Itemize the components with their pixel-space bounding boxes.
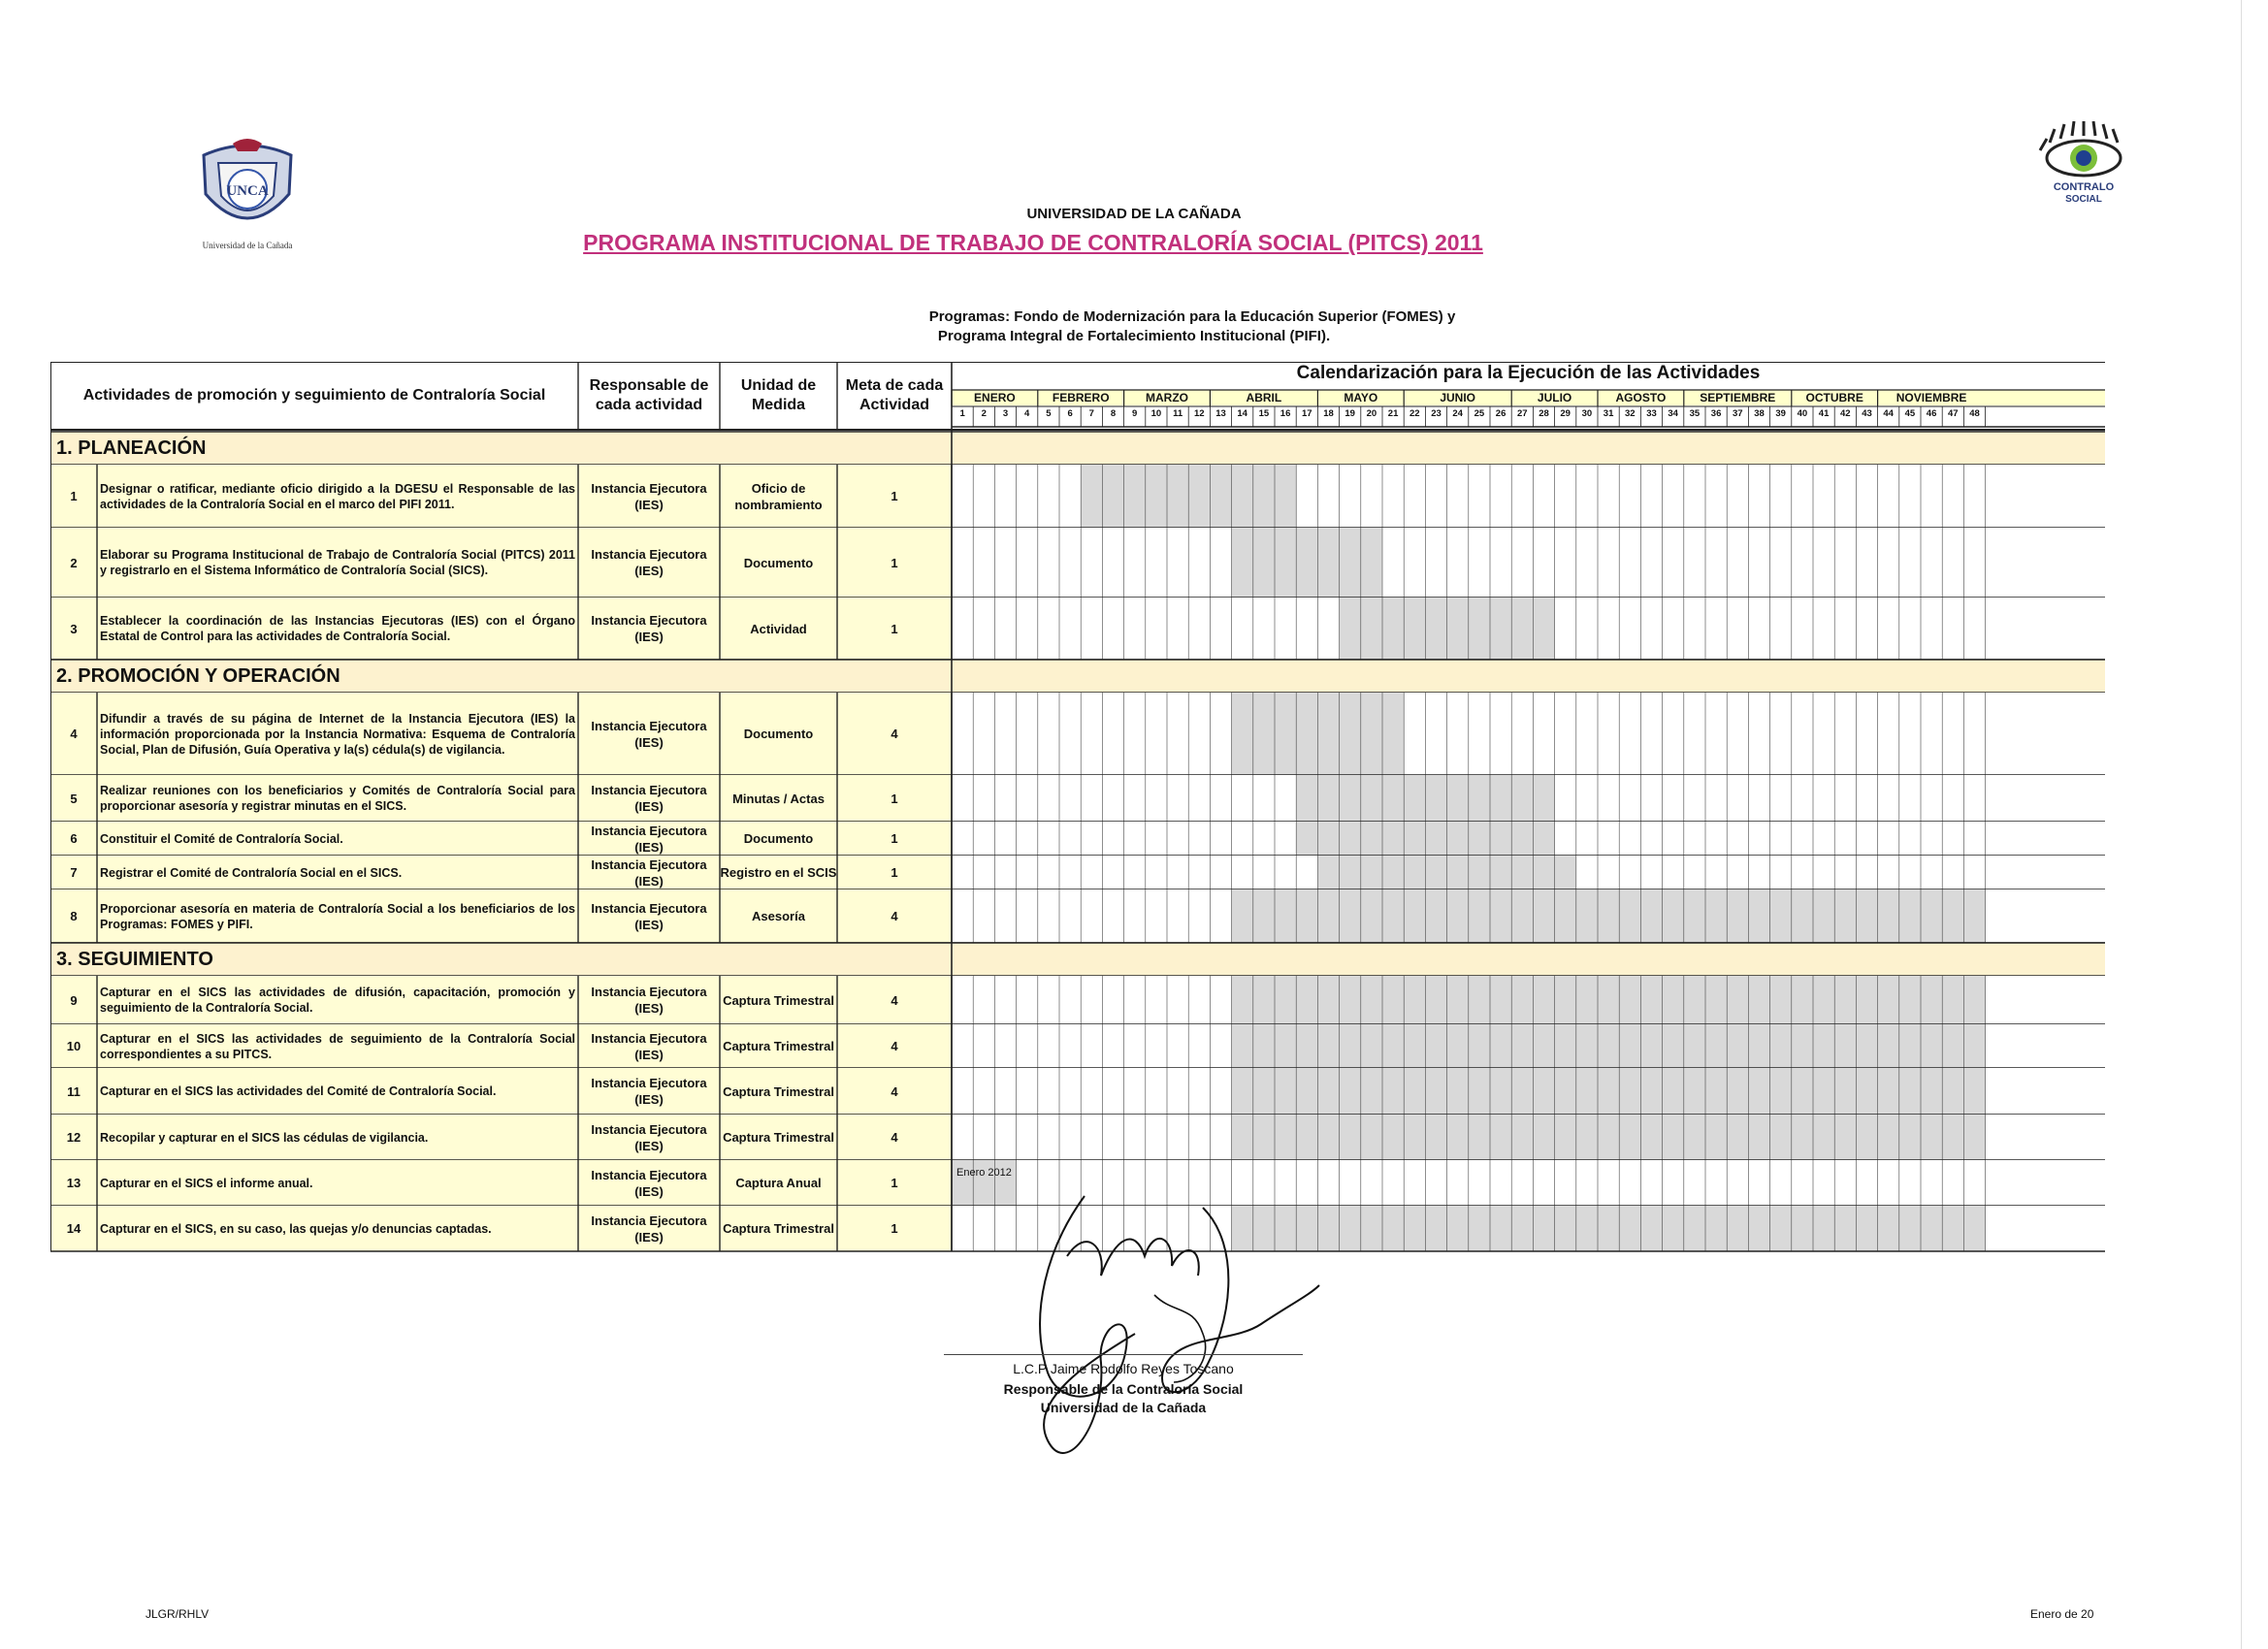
unit-cell: Captura Trimestral <box>723 1130 834 1145</box>
week-number: 48 <box>1969 408 1980 419</box>
week-number: 45 <box>1904 408 1916 419</box>
unit-cell: Captura Trimestral <box>723 1039 834 1053</box>
grid-rect <box>1232 1068 1986 1115</box>
row-number: 6 <box>70 831 78 846</box>
goal-cell: 1 <box>891 1221 898 1236</box>
row-number: 7 <box>70 865 78 880</box>
month-label: FEBRERO <box>1052 391 1110 404</box>
signature-line <box>944 1354 1303 1355</box>
grid-rect <box>1232 1024 1986 1068</box>
week-number: 19 <box>1345 408 1355 419</box>
signer-role: Responsable de la Contraloría Social <box>1003 1381 1244 1397</box>
responsible-cell: Instancia Ejecutora (IES) <box>591 1030 707 1062</box>
week-number: 22 <box>1409 408 1420 419</box>
unit-cell: Captura Trimestral <box>723 1083 834 1099</box>
grid-rect <box>1232 1206 1986 1251</box>
week-number: 41 <box>1818 408 1830 419</box>
footer-date: Enero de 20 <box>2030 1607 2094 1621</box>
unit-cell: Documento <box>743 555 814 570</box>
week-number: 20 <box>1366 408 1377 419</box>
row-number: 4 <box>70 727 78 741</box>
row-number: 3 <box>70 621 78 636</box>
row-number: 12 <box>66 1130 81 1145</box>
activity-description: Realizar reuniones con los beneficiarios y Comités de Contraloría Social para proporcionar asesoría y registrar minutas en el SICS. <box>100 784 575 813</box>
calendar-title: Calendarización para la Ejecución de las Actividades <box>1296 363 1761 383</box>
goal-cell: 4 <box>891 1083 898 1099</box>
week-number: 42 <box>1839 408 1851 419</box>
signer-organization: Universidad de la Cañada <box>1040 1400 1207 1415</box>
goal-cell: 1 <box>891 621 898 636</box>
handwritten-signature <box>1009 1188 1329 1518</box>
responsible-cell: Instancia Ejecutora (IES) <box>591 783 707 814</box>
week-number: 30 <box>1581 408 1593 419</box>
contraloria-social-logo <box>2035 121 2132 204</box>
responsible-cell: Instancia Ejecutora (IES) <box>591 1121 707 1153</box>
month-label: JULIO <box>1537 391 1572 404</box>
row-number: 5 <box>70 791 78 806</box>
week-number: 7 <box>1088 408 1094 419</box>
activity-description: Establecer la coordinación de las Instancias Ejecutoras (IES) con el Órgano Estatal de Control para las actividades de Contraloría Social. <box>100 614 575 643</box>
grid-rect <box>1232 1115 1986 1160</box>
week-number: 33 <box>1646 408 1657 419</box>
responsible-cell: Instancia Ejecutora (IES) <box>591 480 707 512</box>
week-number: 16 <box>1280 408 1291 419</box>
week-number: 15 <box>1258 408 1270 419</box>
week-number: 47 <box>1947 408 1959 419</box>
week-number: 24 <box>1452 408 1463 419</box>
week-number: 29 <box>1560 408 1571 419</box>
month-label: JUNIO <box>1440 391 1476 404</box>
week-number: 25 <box>1474 408 1485 419</box>
row-number: 8 <box>70 909 78 923</box>
week-number: 1 <box>959 408 965 419</box>
week-number: 6 <box>1067 408 1073 419</box>
column-header-unit: Unidad de Medida <box>740 377 817 413</box>
responsible-cell: Instancia Ejecutora (IES) <box>591 718 707 750</box>
week-number: 27 <box>1516 408 1528 419</box>
goal-cell: 1 <box>891 555 898 570</box>
row-number: 2 <box>70 555 78 570</box>
column-header-goal: Meta de cada Actividad <box>845 377 944 413</box>
goal-cell: 1 <box>891 1176 898 1190</box>
week-number: 11 <box>1173 408 1183 419</box>
svg-text:UNCA: UNCA <box>226 183 269 199</box>
goal-cell: 1 <box>891 831 898 846</box>
month-label: SEPTIEMBRE <box>1700 391 1776 404</box>
row-number: 14 <box>66 1221 81 1236</box>
unit-cell: Captura Trimestral <box>723 1221 834 1236</box>
responsible-cell: Instancia Ejecutora (IES) <box>591 857 707 889</box>
week-number: 43 <box>1862 408 1872 419</box>
week-number: 10 <box>1150 408 1162 419</box>
footer-initials: JLGR/RHLV <box>146 1607 210 1621</box>
section-title: 3. SEGUIMIENTO <box>56 949 213 970</box>
activity-description: Recopilar y capturar en el SICS las cédulas de vigilancia. <box>100 1130 429 1145</box>
month-label: AGOSTO <box>1615 391 1667 404</box>
activity-description: Capturar en el SICS el informe anual. <box>100 1176 313 1190</box>
responsible-cell: Instancia Ejecutora (IES) <box>591 613 707 644</box>
week-number: 39 <box>1775 408 1786 419</box>
grid-rect <box>1232 889 1986 943</box>
activity-description: Designar o ratificar, mediante oficio dirigido a la DGESU el Responsable de las actividades de la Contraloría Social en el marco del PIFI 2011. <box>100 481 575 511</box>
goal-cell: 4 <box>891 909 898 923</box>
week-number: 18 <box>1323 408 1334 419</box>
responsible-cell: Instancia Ejecutora (IES) <box>591 1212 707 1245</box>
week-number: 8 <box>1110 408 1117 419</box>
grid-rect <box>1232 528 1382 598</box>
svg-text:SOCIAL: SOCIAL <box>2065 194 2102 204</box>
column-header-responsible: Responsable de cada actividad <box>589 377 709 413</box>
unit-cell: Actividad <box>750 621 807 636</box>
week-number: 14 <box>1237 408 1247 419</box>
responsible-cell: Instancia Ejecutora (IES) <box>591 547 707 578</box>
week-number: 31 <box>1603 408 1614 419</box>
goal-cell: 4 <box>891 1130 898 1145</box>
month-label: NOVIEMBRE <box>1895 391 1967 404</box>
week-number: 36 <box>1710 408 1722 419</box>
column-header-activities: Actividades de promoción y seguimiento de Contraloría Social <box>82 387 546 404</box>
goal-cell: 1 <box>891 865 898 880</box>
week-number: 38 <box>1754 408 1765 419</box>
week-number: 12 <box>1193 408 1205 419</box>
row-number: 11 <box>67 1083 81 1099</box>
section-title: 2. PROMOCIÓN Y OPERACIÓN <box>56 665 340 687</box>
week-number: 28 <box>1539 408 1549 419</box>
week-number: 46 <box>1926 408 1937 419</box>
week-number: 9 <box>1132 408 1138 419</box>
row-number: 1 <box>70 489 78 503</box>
month-label: OCTUBRE <box>1805 391 1863 404</box>
page-edge <box>2241 0 2242 1649</box>
month-label: MARZO <box>1145 391 1188 404</box>
unit-cell: Registro en el SCIS <box>720 865 837 880</box>
week-number: 5 <box>1046 408 1052 419</box>
week-number: 40 <box>1797 408 1808 419</box>
goal-cell: 4 <box>891 992 898 1008</box>
activity-description: Constituir el Comité de Contraloría Social. <box>100 831 343 846</box>
svg-text:Universidad de la Cañada: Universidad de la Cañada <box>202 241 293 250</box>
activity-description: Proporcionar asesoría en materia de Contraloría Social a los beneficiarios de los Programas: FOMES y PIFI. <box>100 901 575 931</box>
activity-description: Capturar en el SICS las actividades de difusión, capacitación, promoción y seguimiento de la Contraloría Social. <box>100 986 575 1015</box>
week-number: 34 <box>1668 408 1678 419</box>
svg-text:CONTRALO: CONTRALO <box>2053 181 2115 193</box>
week-number: 17 <box>1301 408 1312 419</box>
month-label: ABRIL <box>1246 391 1282 404</box>
grid-rect <box>1232 976 1986 1024</box>
section-title: 1. PLANEACIÓN <box>56 437 207 459</box>
unit-cell: Asesoría <box>752 909 805 923</box>
signer-name: L.C.P Jaime Rodolfo Reyes Toscano <box>1013 1361 1234 1376</box>
week-number: 37 <box>1732 408 1743 419</box>
week-number: 3 <box>1002 408 1009 419</box>
responsible-cell: Instancia Ejecutora (IES) <box>591 900 707 932</box>
week-number: 26 <box>1495 408 1507 419</box>
activity-description: Elaborar su Programa Institucional de Trabajo de Contraloría Social (PITCS) 2011 y registrarlo en el Sistema Informático de Contraloría Social (SICS). <box>100 548 575 577</box>
responsible-cell: Instancia Ejecutora (IES) <box>591 985 707 1016</box>
page-title: PROGRAMA INSTITUCIONAL DE TRABAJO DE CONTRALORÍA SOCIAL (PITCS) 2011 <box>583 230 1483 255</box>
week-number: 32 <box>1624 408 1636 419</box>
grid-rect <box>952 528 2105 598</box>
activity-description: Capturar en el SICS, en su caso, las quejas y/o denuncias captadas. <box>100 1221 492 1236</box>
row-number: 10 <box>66 1039 81 1053</box>
activities-schedule-table <box>50 362 2105 1272</box>
grid-rect <box>952 693 2105 775</box>
responsible-cell: Instancia Ejecutora (IES) <box>591 1167 707 1199</box>
week-number: 2 <box>981 408 987 419</box>
activity-description: Capturar en el SICS las actividades de seguimiento de la Contraloría Social correspondientes a su PITCS. <box>100 1031 575 1061</box>
unit-cell: Captura Anual <box>735 1176 822 1190</box>
week-number: 4 <box>1024 408 1030 419</box>
unit-cell: Documento <box>743 727 814 741</box>
activity-description: Registrar el Comité de Contraloría Social en el SICS. <box>100 865 403 880</box>
activity-description: Capturar en el SICS las actividades del Comité de Contraloría Social. <box>100 1084 497 1098</box>
university-name: UNIVERSIDAD DE LA CAÑADA <box>1026 206 1242 222</box>
programs-line-1: Programas: Fondo de Modernización para la Educación Superior (FOMES) y <box>928 308 1456 325</box>
row-number: 13 <box>66 1176 81 1190</box>
schedule-note: Enero 2012 <box>956 1167 1012 1179</box>
goal-cell: 4 <box>891 1039 898 1053</box>
week-number: 44 <box>1883 408 1894 419</box>
responsible-cell: Instancia Ejecutora (IES) <box>591 1076 707 1107</box>
activity-description: Difundir a través de su página de Internet de la Instancia Ejecutora (IES) la información proporcionada por la Instancia Normativa: Esquema de Contraloría Social, Plan de Difusión, Guía Operativa y la(s) cédula(s) de vigilancia. <box>100 711 575 757</box>
unit-cell: Captura Trimestral <box>723 992 834 1008</box>
unit-cell: Minutas / Actas <box>732 791 825 806</box>
goal-cell: 1 <box>891 489 898 503</box>
unit-cell: Oficio de nombramiento <box>734 480 823 512</box>
month-label: MAYO <box>1344 391 1378 404</box>
week-number: 13 <box>1215 408 1226 419</box>
week-number: 23 <box>1431 408 1442 419</box>
week-number: 35 <box>1689 408 1701 419</box>
goal-cell: 4 <box>891 727 898 741</box>
goal-cell: 1 <box>891 791 898 806</box>
week-number: 21 <box>1387 408 1399 419</box>
unit-cell: Documento <box>743 831 814 846</box>
row-number: 9 <box>70 992 78 1008</box>
month-label: ENERO <box>974 391 1016 404</box>
programs-line-2: Programa Integral de Fortalecimiento Institucional (PIFI). <box>937 328 1331 344</box>
responsible-cell: Instancia Ejecutora (IES) <box>591 823 707 855</box>
